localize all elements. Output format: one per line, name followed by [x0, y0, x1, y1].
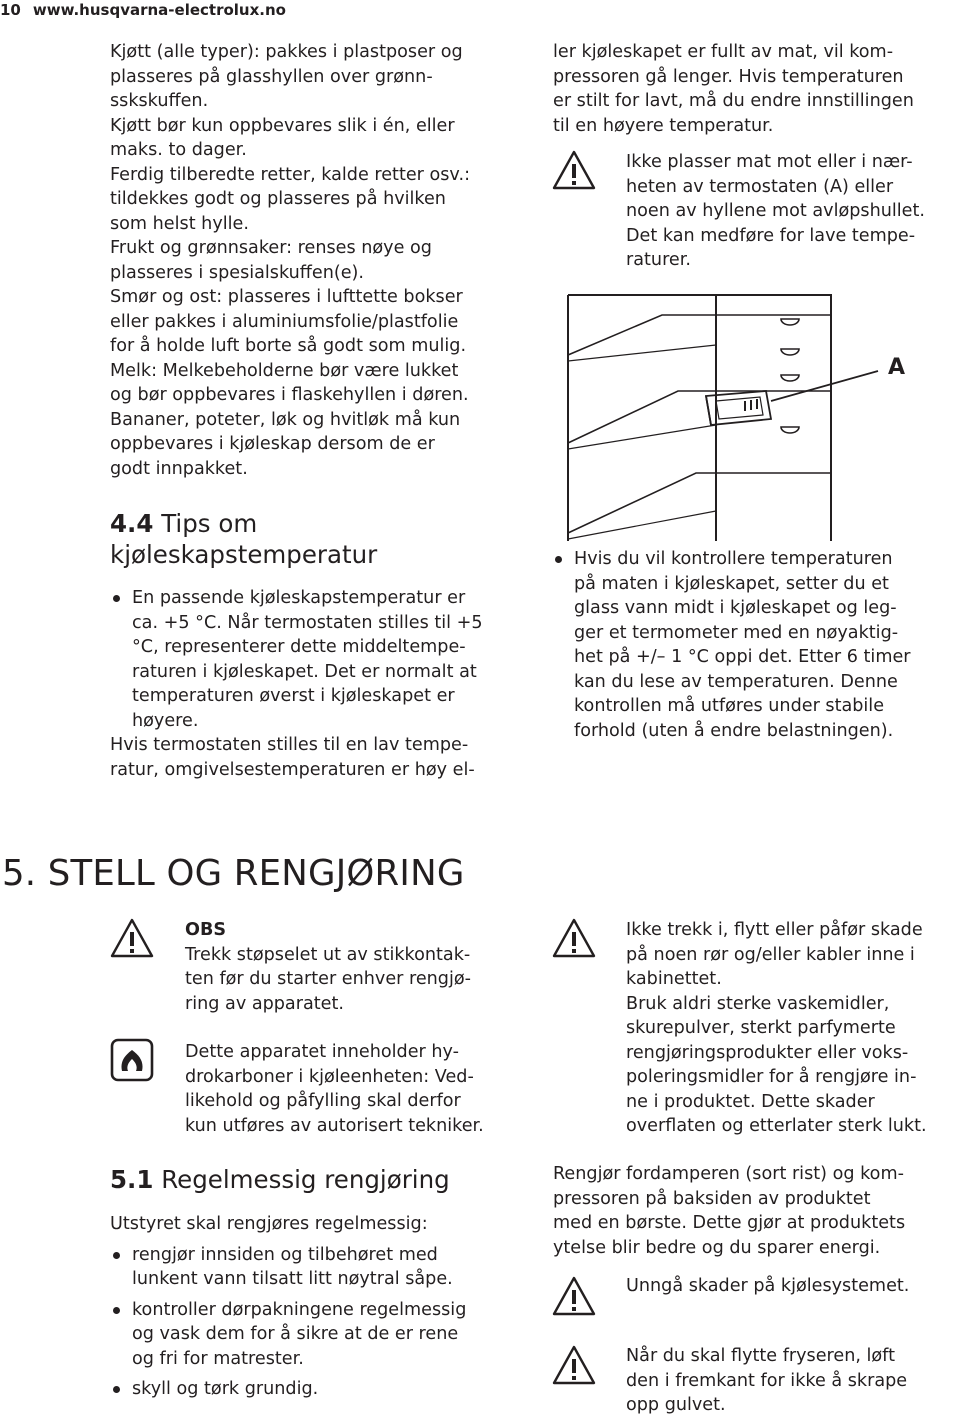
tip-meat: Kjøtt (alle typer): pakkes i plastposer og plasseres på glasshyllen over grønn- sskskuffen.: [110, 42, 463, 111]
flammable-icon: [110, 1038, 154, 1082]
warning-icon: [552, 150, 596, 190]
fridge-illustration: [566, 293, 916, 543]
tip-bananas: Bananer, poteter, løk og hvitløk må kun oppbevares i kjøleskap dersom de er godt innpakket.: [110, 409, 461, 479]
temperature-bullet: En passende kjøleskapstemperatur er ca. +5 °C. Når termostaten stilles til +5 °C, representerer dette middeltempe- raturen i kjøleskapet. Det er normalt at temperaturen øverst i kjøleskapet er høyere. Hvis termostaten stilles til en lav tempe- ratur, omgivelsestemperaturen er høy el-: [110, 586, 540, 782]
section-5-title: 5. STELL OG RENGJØRING: [2, 853, 465, 894]
cleaning-bullet: rengjør innsiden og tilbehøret med lunkent vann tilsatt litt nøytral såpe.: [110, 1243, 540, 1292]
tip-butter-cheese: Smør og ost: plasseres i lufttette bokser eller pakkes i aluminiumsfolie/plastfolie for å holde luft borte så godt som mulig.: [110, 287, 467, 356]
thermometer-bullet: Hvis du vil kontrollere temperaturen på maten i kjøleskapet, setter du et glass vann midt i kjøleskapet og leg- ger et termometer med en nøyaktig- het på +/– 1 °C oppi det. Etter 6 timer kan du lese av temperaturen. Denne kontrollen må utføres under stabile forhold (uten å endre belastningen).: [552, 547, 957, 743]
site-url: www.husqvarna-electrolux.no: [32, 1, 286, 19]
cleaning-warning: Ikke trekk i, flytt eller påfør skade på noen rør og/eller kabler inne i kabinettet. Bruk aldri sterke vaskemidler, skurepulver, sterkt parfymerte rengjøringsprodukter eller voks- poleringsmidler for å rengjøre in- ne i produktet. Dette skader overflaten og etterlater sterk lukt.: [626, 920, 927, 1136]
page-header: [0, 0, 286, 20]
warning-icon: [552, 1276, 596, 1316]
cleaning-intro: Utstyret skal rengjøres regelmessig:: [110, 1214, 428, 1234]
section-number: 4.4: [110, 509, 154, 538]
warning-icon: [552, 918, 596, 958]
moving-warning: Når du skal flytte fryseren, løft den i fremkant for ikke å skrape opp gulvet.: [626, 1346, 908, 1415]
page-number: 10: [0, 1, 21, 19]
tip-fruit: Frukt og grønnsaker: renses nøye og plasseres i spesialskuffen(e).: [110, 238, 432, 283]
storage-tips: [110, 40, 530, 481]
tip-meat-days: Kjøtt bør kun oppbevares slik i én, eller maks. to dager.: [110, 115, 455, 160]
section-title: Tips om: [161, 509, 258, 538]
warning-icon: [552, 1345, 596, 1385]
section-5-1-heading: [110, 1165, 450, 1195]
subsection-number: 5.1: [110, 1165, 154, 1194]
cleaning-bullet: skyll og tørk grundig.: [110, 1377, 540, 1402]
continued-paragraph: ler kjøleskapet er fullt av mat, vil kom- pressoren gå lenger. Hvis temperaturen er stilt for lavt, må du endre innstillingen til en høyere temperatur.: [553, 42, 914, 136]
warning-icon: [110, 918, 154, 958]
fridge-figure: [566, 293, 916, 543]
tip-milk: Melk: Melkebeholderne bør være lukket og bør oppbevares i flaskehyllen i døren.: [110, 360, 469, 405]
thermostat-warning: Ikke plasser mat mot eller i nær- heten av termostaten (A) eller noen av hyllene mot avløpshullet. Det kan medføre for lave tempe- raturer.: [626, 152, 925, 270]
figure-label-a: A: [888, 355, 906, 380]
tip-prepared-food: Ferdig tilberedte retter, kalde retter osv.: tildekkes godt og plasseres på hvilken som helst hylle.: [110, 164, 471, 234]
hydrocarbon-notice: Dette apparatet inneholder hy- drokarboner i kjøleenheten: Ved- likehold og påfylling skal derfor kun utføres av autorisert tekniker.: [185, 1042, 484, 1136]
evaporator-paragraph: Rengjør fordamperen (sort rist) og kom- pressoren på baksiden av produktet med en børste. Dette gjør at produktets ytelse blir bedre og du sparer energi.: [553, 1164, 906, 1258]
low-temp-note: Hvis termostaten stilles til en lav tempe- ratur, omgivelsestemperaturen er høy el-: [110, 735, 475, 780]
section-4-4-heading: [110, 508, 530, 570]
regular-cleaning: [110, 1212, 540, 1402]
section-title-line2: kjøleskapstemperatur: [110, 540, 378, 569]
subsection-title: Regelmessig rengjøring: [161, 1165, 450, 1194]
obs-warning: OBS Trekk støpselet ut av stikkontak- ten før du starter enhver rengjø- ring av apparatet.: [185, 918, 530, 1016]
cooling-system-warning: Unngå skader på kjølesystemet.: [626, 1276, 910, 1296]
obs-title: OBS: [185, 920, 227, 940]
cleaning-bullet: kontroller dørpakningene regelmessig og vask dem for å sikre at de er rene og fri for matrester.: [110, 1298, 540, 1372]
